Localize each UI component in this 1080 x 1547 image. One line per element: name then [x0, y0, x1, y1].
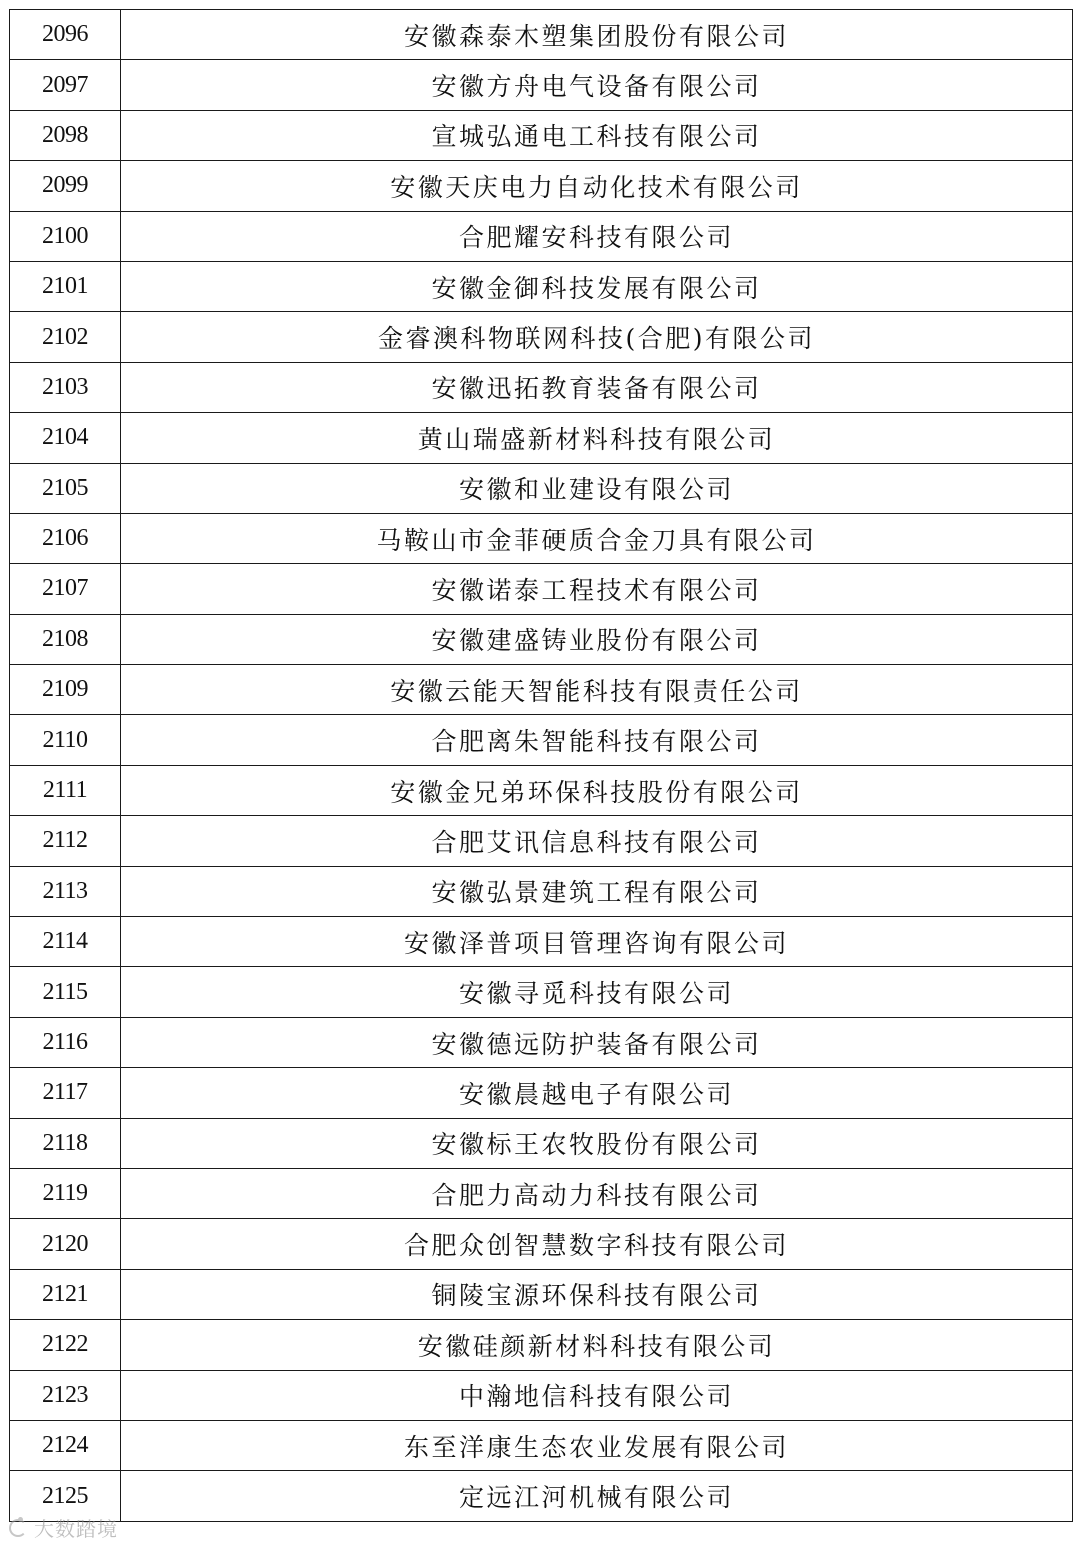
company-name: 安徽寻觅科技有限公司: [121, 967, 1073, 1017]
company-name: 安徽建盛铸业股份有限公司: [121, 614, 1073, 664]
row-number: 2115: [10, 967, 121, 1017]
company-name: 安徽标王农牧股份有限公司: [121, 1118, 1073, 1168]
table-row: [10, 10, 1073, 60]
company-name: 东至洋康生态农业发展有限公司: [121, 1420, 1073, 1470]
table-row: [10, 1017, 1073, 1067]
company-name: 合肥艾讯信息科技有限公司: [121, 816, 1073, 866]
company-name: 安徽金兄弟环保科技股份有限公司: [121, 765, 1073, 815]
company-name: 黄山瑞盛新材料科技有限公司: [121, 413, 1073, 463]
table-row: [10, 1168, 1073, 1218]
row-number: 2122: [10, 1320, 121, 1370]
row-number: 2103: [10, 362, 121, 412]
table-row: [10, 917, 1073, 967]
row-number: 2120: [10, 1219, 121, 1269]
table-row: [10, 110, 1073, 160]
row-number: 2123: [10, 1370, 121, 1420]
row-number: 2107: [10, 564, 121, 614]
table-row: [10, 261, 1073, 311]
company-name: 安徽金御科技发展有限公司: [121, 261, 1073, 311]
company-name: 安徽和业建设有限公司: [121, 463, 1073, 513]
row-number: 2125: [10, 1471, 121, 1521]
company-name: 安徽森泰木塑集团股份有限公司: [121, 10, 1073, 60]
table-row: [10, 1118, 1073, 1168]
row-number: 2100: [10, 211, 121, 261]
row-number: 2097: [10, 60, 121, 110]
table-row: [10, 614, 1073, 664]
row-number: 2096: [10, 10, 121, 60]
table-row: [10, 967, 1073, 1017]
row-number: 2114: [10, 917, 121, 967]
table-row: [10, 1068, 1073, 1118]
company-name: 安徽晨越电子有限公司: [121, 1068, 1073, 1118]
table-row: [10, 715, 1073, 765]
row-number: 2121: [10, 1269, 121, 1319]
company-name: 铜陵宝源环保科技有限公司: [121, 1269, 1073, 1319]
table-row: [10, 765, 1073, 815]
company-name: 安徽硅颜新材料科技有限公司: [121, 1320, 1073, 1370]
row-number: 2112: [10, 816, 121, 866]
table-row: [10, 463, 1073, 513]
table-row: [10, 362, 1073, 412]
row-number: 2118: [10, 1118, 121, 1168]
company-name: 安徽天庆电力自动化技术有限公司: [121, 161, 1073, 211]
table-row: [10, 816, 1073, 866]
row-number: 2119: [10, 1168, 121, 1218]
row-number: 2099: [10, 161, 121, 211]
company-name: 合肥众创智慧数字科技有限公司: [121, 1219, 1073, 1269]
table-row: [10, 564, 1073, 614]
table-row: [10, 1370, 1073, 1420]
row-number: 2102: [10, 312, 121, 362]
company-name: 安徽诺泰工程技术有限公司: [121, 564, 1073, 614]
company-name: 宣城弘通电工科技有限公司: [121, 110, 1073, 160]
table-row: [10, 1420, 1073, 1470]
row-number: 2104: [10, 413, 121, 463]
table-row: [10, 1320, 1073, 1370]
row-number: 2116: [10, 1017, 121, 1067]
table-row: [10, 161, 1073, 211]
row-number: 2111: [10, 765, 121, 815]
row-number: 2106: [10, 513, 121, 563]
table-row: [10, 413, 1073, 463]
table-row: [10, 1471, 1073, 1521]
table-row: [10, 665, 1073, 715]
table-row: [10, 312, 1073, 362]
row-number: 2101: [10, 261, 121, 311]
company-name: 安徽弘景建筑工程有限公司: [121, 866, 1073, 916]
company-name: 合肥力高动力科技有限公司: [121, 1168, 1073, 1218]
table-row: [10, 211, 1073, 261]
row-number: 2105: [10, 463, 121, 513]
row-number: 2117: [10, 1068, 121, 1118]
table-row: [10, 866, 1073, 916]
table-body: [10, 10, 1073, 1522]
table-row: [10, 1219, 1073, 1269]
company-name: 安徽泽普项目管理咨询有限公司: [121, 917, 1073, 967]
company-name: 金睿澳科物联网科技(合肥)有限公司: [121, 312, 1073, 362]
company-name: 合肥耀安科技有限公司: [121, 211, 1073, 261]
watermark-text: 大数踏境: [34, 1516, 118, 1541]
company-table: [9, 9, 1073, 1522]
company-name: 安徽迅拓教育装备有限公司: [121, 362, 1073, 412]
company-name: 马鞍山市金菲硬质合金刀具有限公司: [121, 513, 1073, 563]
company-name: 定远江河机械有限公司: [121, 1471, 1073, 1521]
table-row: [10, 60, 1073, 110]
row-number: 2124: [10, 1420, 121, 1470]
row-number: 2098: [10, 110, 121, 160]
company-name: 合肥离朱智能科技有限公司: [121, 715, 1073, 765]
company-name: 安徽德远防护装备有限公司: [121, 1017, 1073, 1067]
table-row: [10, 1269, 1073, 1319]
table-row: [10, 513, 1073, 563]
row-number: 2108: [10, 614, 121, 664]
company-list-sheet: [9, 9, 1073, 1522]
row-number: 2113: [10, 866, 121, 916]
company-name: 安徽方舟电气设备有限公司: [121, 60, 1073, 110]
company-name: 中瀚地信科技有限公司: [121, 1370, 1073, 1420]
company-name: 安徽云能天智能科技有限责任公司: [121, 665, 1073, 715]
row-number: 2109: [10, 665, 121, 715]
row-number: 2110: [10, 715, 121, 765]
